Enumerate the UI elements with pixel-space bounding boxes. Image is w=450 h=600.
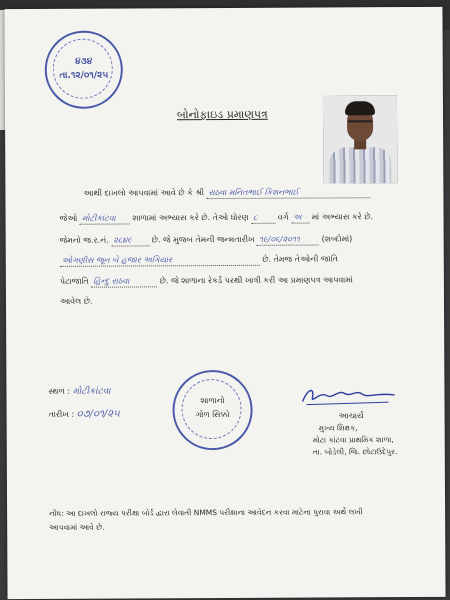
body-line-1: આથી દાખલો આપવામાં આવે છે કે શ્રી રાઠવા મનિતભાઈ કિશનભાઈ bbox=[83, 187, 370, 200]
stamp-date: તા.૧૨/૦૧/૨૫ bbox=[59, 70, 109, 81]
student-name: રાઠવા મનિતભાઈ કિશનભાઈ bbox=[207, 187, 371, 199]
note-line-1: નોંધ: આ દાખલો રાજ્ય પરીક્ષા બોર્ડ દ્વારા લેવાતી NMMS પરીક્ષાના આવેદન કરવા માટેના પુરાવા અર્થે લખી bbox=[49, 507, 363, 518]
stamp-number: ૪૩૪ bbox=[75, 56, 93, 67]
certificate-title: બોનોફાઇડ પ્રમાણપત્ર bbox=[176, 107, 268, 122]
certificate-paper bbox=[4, 7, 445, 599]
signature-line-1: મુખ્ય શિક્ષક, bbox=[318, 423, 358, 433]
date-value: ૦૭/૦૧/૨૫ bbox=[76, 408, 120, 420]
body-line-4: ઓગણીસ જૂન બે હજાર અગિયાર છે. તેમજ તેઓની જાતિ bbox=[60, 254, 338, 266]
body-line-3: જેમનો જ.ર.નં. ૨૮૪૯ છે. જે મુજબ તેમની જન્મતારીખ ૧૯/૦૬/૨૦૧૧ (શબ્દોમાં) bbox=[59, 234, 353, 245]
gr-number: ૨૮૪૯ bbox=[111, 235, 149, 246]
principal-signature bbox=[298, 383, 398, 408]
signature-line-3: તા. બોડેલી, જિ. છોટાઉદેપુર. bbox=[312, 447, 398, 457]
body-line-2: જેઓ મોટીકાંટવા શાળામાં અભ્યાસ કરે છે. તેઓ ધોરણ ૮ વર્ગ અ માં અભ્યાસ કરે છે. bbox=[59, 212, 374, 223]
date-of-birth: ૧૯/૦૬/૨૦૧૧ bbox=[257, 235, 319, 246]
caste-subcaste: હિન્દુ રાઠવા bbox=[91, 276, 157, 287]
note-line-2: આપવામાં આવે છે. bbox=[49, 522, 105, 532]
school-stamp-top bbox=[45, 31, 123, 109]
dob-in-words: ઓગણીસ જૂન બે હજાર અગિયાર bbox=[60, 255, 260, 267]
signature-role: આચાર્ય bbox=[338, 411, 364, 421]
date-row: તારીખ : ૦૭/૦૧/૨૫ bbox=[48, 408, 120, 420]
body-line-6: આવેલ છે. bbox=[59, 296, 93, 306]
student-photo bbox=[323, 95, 397, 183]
school-round-seal bbox=[172, 370, 252, 450]
body-line-5: પેટાજાતિ હિન્દુ રાઠવા છે. જે શાળાના રેકર્ડ પરથી ખાત્રી કરી આ પ્રમાણપત્ર આપવામાં bbox=[59, 275, 353, 286]
standard: ૮ bbox=[251, 213, 275, 224]
place-row: સ્થળ : મોટીકાંટવા bbox=[48, 386, 111, 397]
seal-line-1: શાળાનો bbox=[200, 396, 225, 406]
place-value: મોટીકાંટવા bbox=[72, 386, 111, 397]
school-name-hw: મોટીકાંટવા bbox=[80, 213, 130, 224]
seal-line-2: ગોળ સિક્કો bbox=[195, 409, 230, 420]
division: અ bbox=[291, 213, 309, 224]
signature-line-2: મોટા કાંટવા પ્રાથમિક શાળા, bbox=[312, 435, 394, 445]
